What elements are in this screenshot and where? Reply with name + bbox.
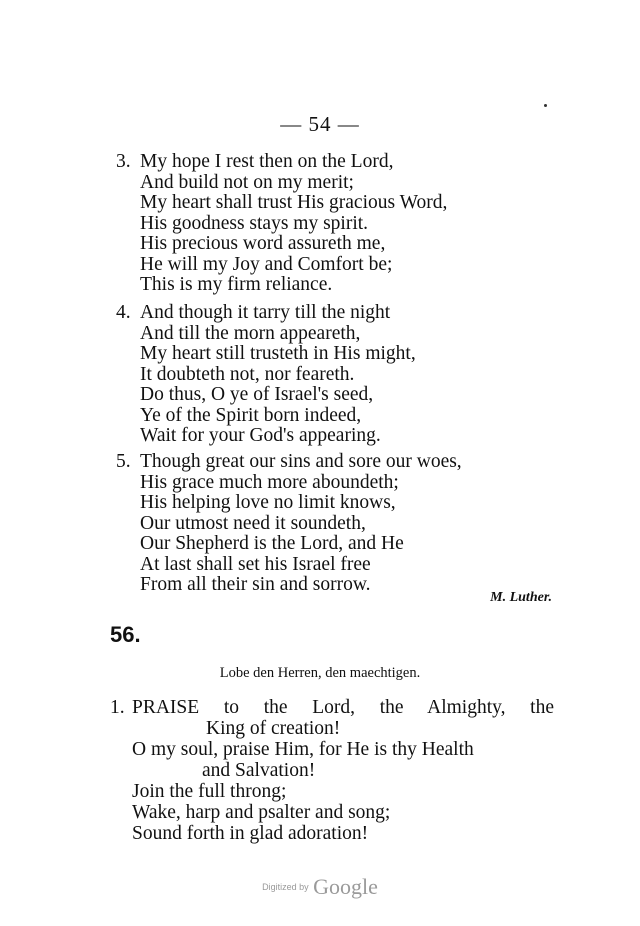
verse-line: It doubteth not, nor feareth. [140, 363, 355, 385]
verse-line: My heart shall trust His gracious Word, [140, 192, 448, 213]
verse-3 [116, 152, 447, 296]
verse-line: Do thus, O ye of Israel's seed, [140, 384, 374, 405]
verse-line: Wait for your God's appearing. [140, 425, 381, 446]
digitized-watermark [0, 874, 640, 900]
verse-line: King of creation! [206, 718, 341, 739]
verse-number: 1. [110, 697, 125, 718]
verse-line: Wake, harp and psalter and song; [132, 802, 391, 823]
verse-line: and Salvation! [202, 760, 316, 781]
verse-line: Our Shepherd is the Lord, and He [140, 533, 404, 554]
google-logo: Google [313, 874, 378, 899]
verse-line: My heart still trusteth in His might, [140, 343, 416, 364]
verse-4 [116, 303, 416, 447]
verse-line: 1. PRAISE to the Lord, the Almighty, the [110, 697, 554, 718]
verse-line: Join the full throng; [132, 781, 287, 802]
verse-line: Sound forth in glad adoration! [132, 823, 369, 844]
verse-line: From all their sin and sorrow. [140, 574, 371, 595]
verse-line: And build not on my merit; [140, 171, 354, 193]
hymn-56-verse-1 [110, 697, 554, 844]
hymn-number: 56. [110, 622, 141, 647]
verse-line: His goodness stays my spirit. [140, 212, 369, 234]
verse-line: He will my Joy and Comfort be; [140, 253, 393, 275]
page-number: — 54 — [280, 112, 360, 136]
speck-mark [544, 104, 547, 107]
verse-line: His grace much more aboundeth; [140, 471, 399, 493]
verse-line: O my soul, praise Him, for He is thy Health [132, 739, 474, 760]
verse-line: His precious word assureth me, [140, 233, 386, 254]
hymn-subtitle: Lobe den Herren, den maechtigen. [219, 665, 421, 681]
verse-number: 3. [116, 151, 131, 172]
verse-line: 4. And though it tarry till the night [116, 302, 391, 323]
watermark-prefix: Digitized by [262, 882, 309, 892]
verse-line: Our utmost need it soundeth, [140, 512, 366, 534]
verse-line: His helping love no limit knows, [140, 492, 396, 513]
verse-line: 5. Though great our sins and sore our woes, [116, 451, 462, 472]
verse-number: 4. [116, 302, 131, 323]
verse-line: 3. My hope I rest then on the Lord, [116, 151, 394, 172]
verse-number: 5. [116, 451, 131, 472]
verse-5 [116, 452, 462, 596]
verse-line: This is my firm reliance. [140, 274, 333, 295]
verse-line: Ye of the Spirit born indeed, [140, 404, 362, 426]
verse-line: At last shall set his Israel free [140, 553, 371, 575]
verse-line: And till the morn appeareth, [140, 322, 361, 344]
author-attribution: M. Luther. [490, 590, 552, 605]
